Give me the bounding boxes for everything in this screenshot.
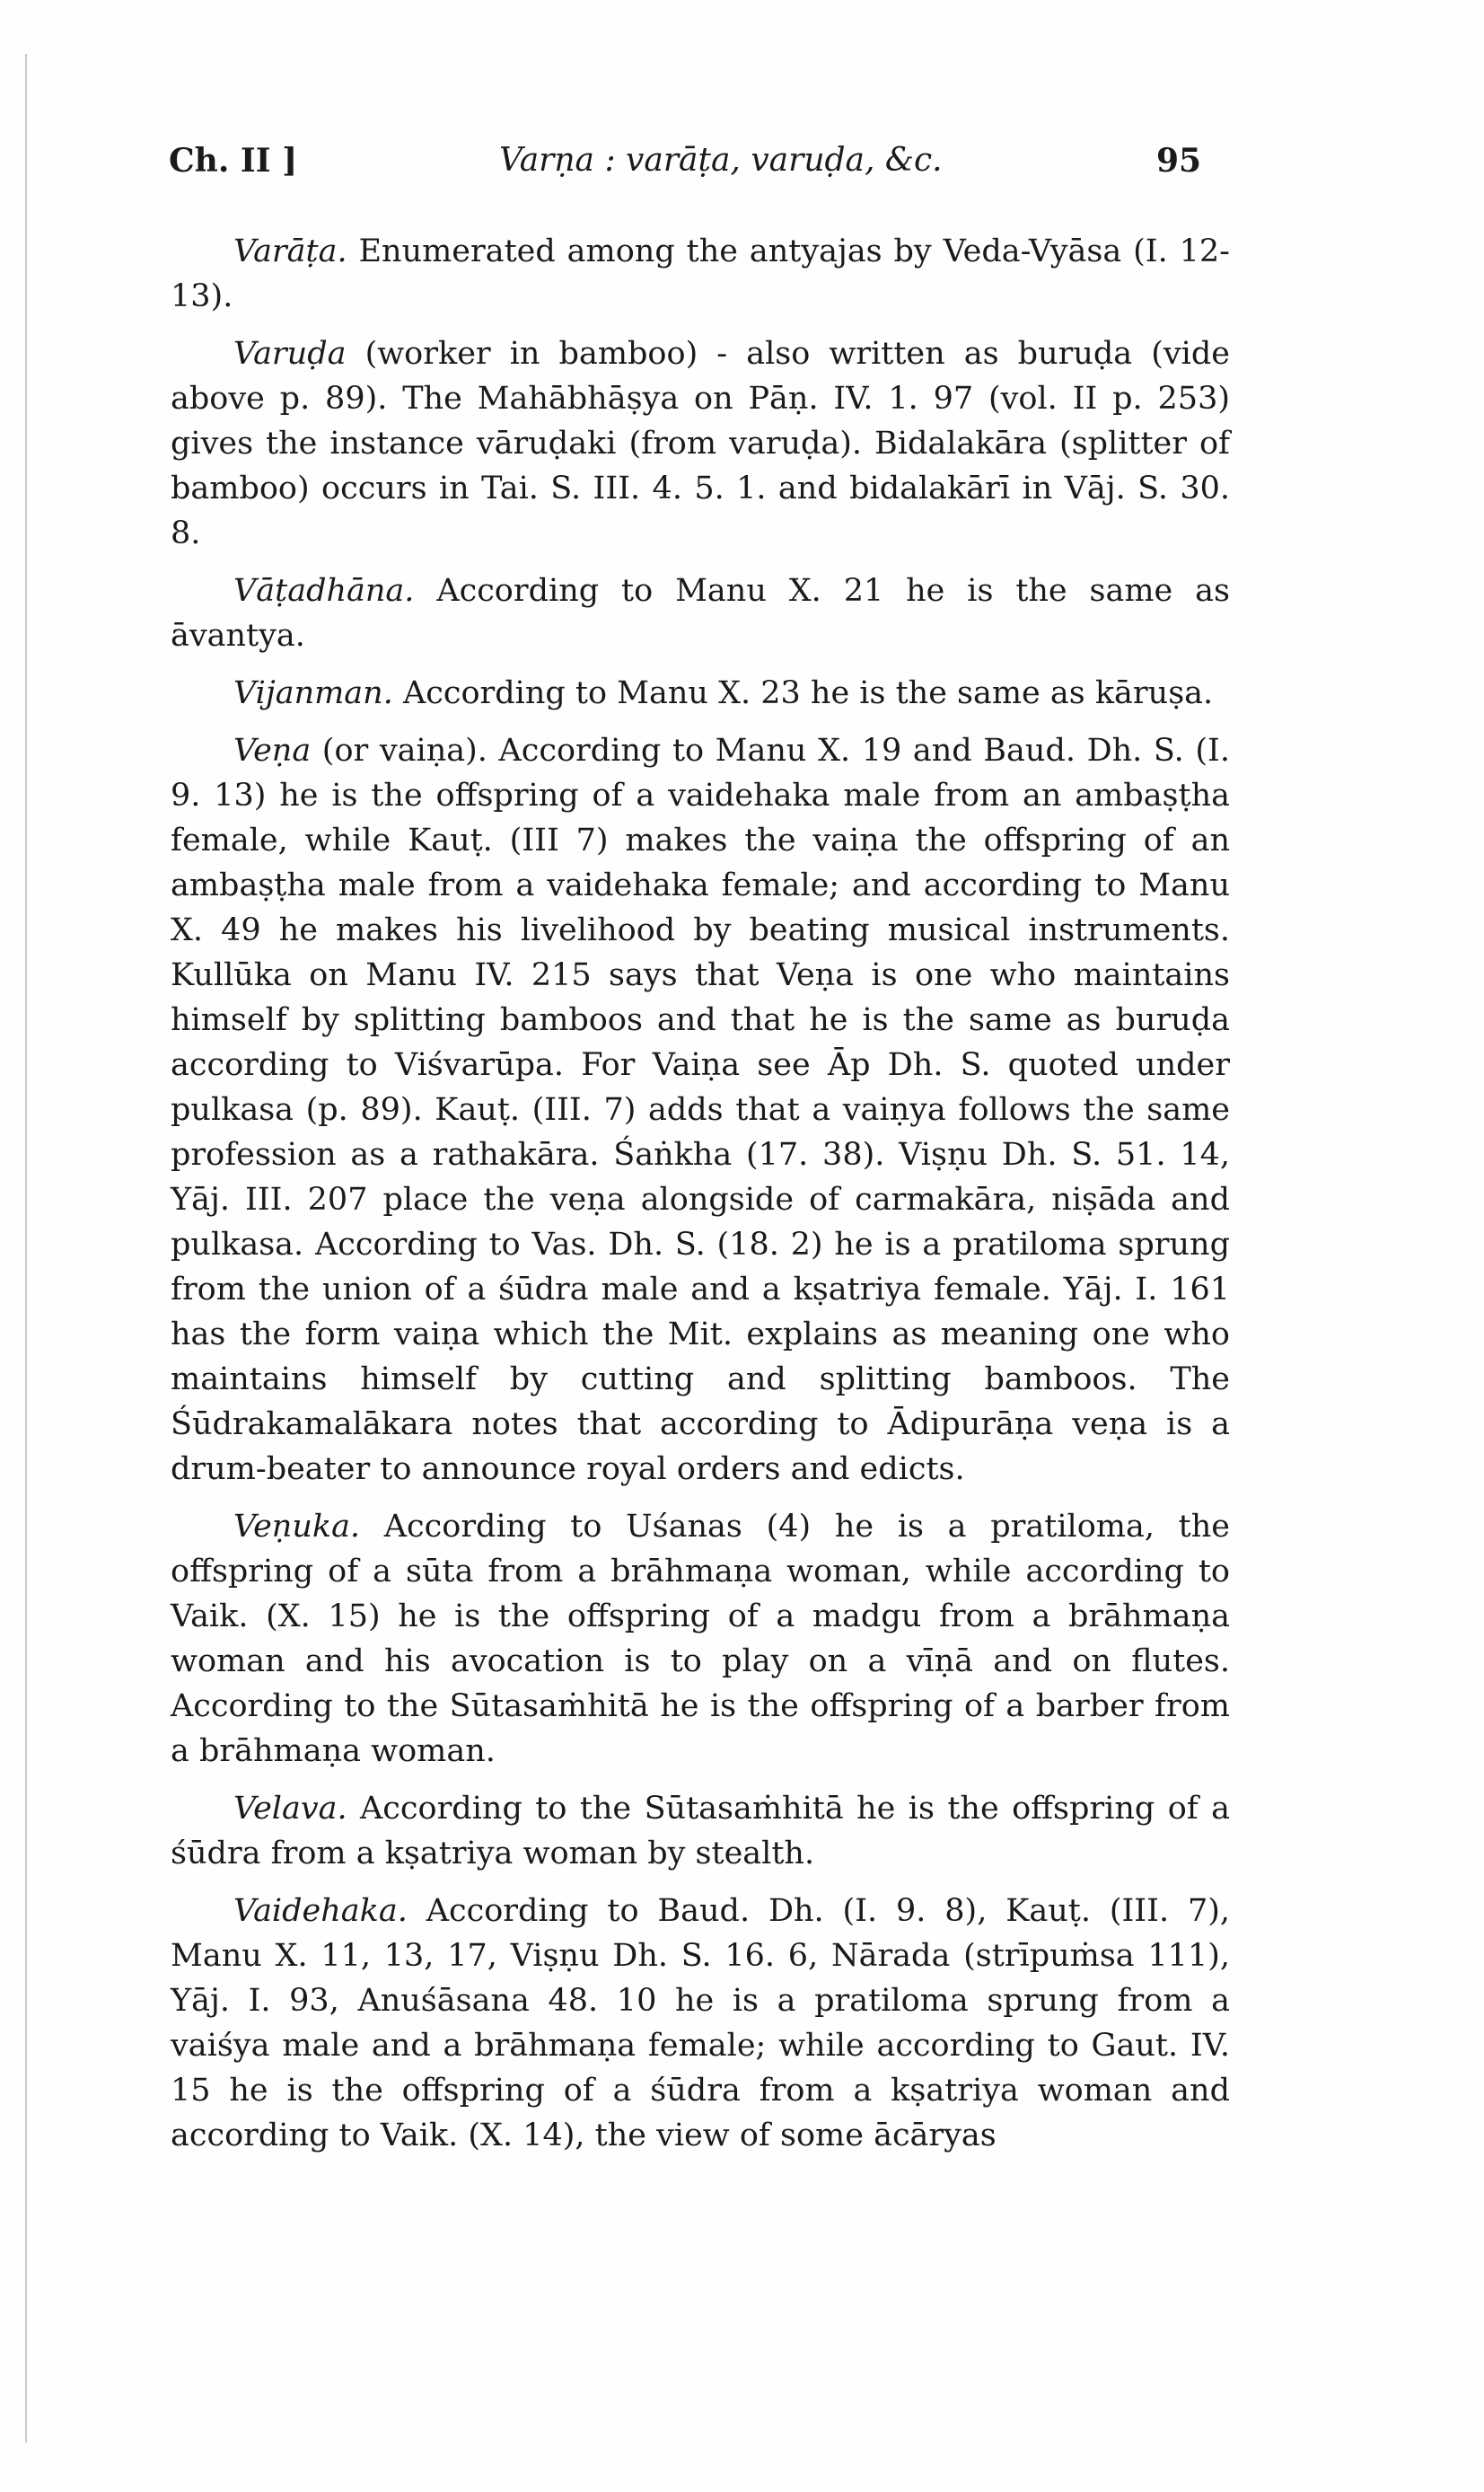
entry-term: Veṇa [233,733,312,769]
page-body [171,229,1230,2171]
entry-term: Varuḍa [233,336,347,372]
entry-text: According to the Sūtasaṁhitā he is the offspring of a śūdra from a kṣatriya woman by stealth. [171,1791,1230,1871]
entry-text: According to Manu X. 21 he is the same as āvantya. [171,573,1230,654]
entry-text: (worker in bamboo) - also written as buruḍa (vide above p. 89). The Mahābhāṣya on Pāṇ. IV. 1. 97 (vol. II p. 253) gives the instance vāruḍaki (from varuḍa). Bidalakāra (splitter of bamboo) occurs in Tai. S. III. 4. 5. 1. and bidalakārī in Vāj. S. 30. 8. [171,336,1230,551]
entry-term: Varāṭa. [233,233,347,269]
chapter-label: Ch. II ] [169,142,298,180]
entry-varata [171,229,1230,319]
entry-term: Velava. [233,1791,347,1827]
entry-text: (or vaiṇa). According to Manu X. 19 and Baud. Dh. S. (I. 9. 13) he is the offspring of a vaidehaka male from an ambaṣṭha female, while Kauṭ. (III 7) makes the vaiṇa the offspring of an ambaṣṭha male from a vaidehaka female; and according to Manu X. 49 he makes his livelihood by beating musical instruments. Kullūka on Manu IV. 215 says that Veṇa is one who maintains himself by splitting bamboos and that he is the same as buruḍa according to Viśvarūpa. For Vaiṇa see Āp Dh. S. quoted under pulkasa (p. 89). Kauṭ. (III. 7) adds that a vaiṇya follows the same profession as a rathakāra. Śaṅkha (17. 38). Viṣṇu Dh. S. 51. 14, Yāj. III. 207 place the veṇa alongside of carmakāra, niṣāda and pulkasa. According to Vas. Dh. S. (18. 2) he is a pratiloma sprung from the union of a śūdra male and a kṣatriya female. Yāj. I. 161 has the form vaiṇa which the Mit. explains as meaning one who maintains himself by cutting and splitting bamboos. The Śūdrakamalākara notes that according to Ādipurāṇa veṇa is a drum-beater to announce royal orders and edicts. [171,733,1230,1487]
running-header [169,142,1246,187]
entry-velava [171,1786,1230,1876]
running-title: Varṇa : varāṭa, varuḍa, &c. [499,142,943,179]
entry-varuda [171,331,1230,556]
entry-term: Vijanman. [233,675,393,711]
page-edge-rule [25,54,27,2443]
entry-text: According to Uśanas (4) he is a pratiloma, the offspring of a sūta from a brāhmaṇa woman, while according to Vaik. (X. 15) he is the offspring of a madgu from a brāhmaṇa woman and his avocation is to play on a vīṇā and on flutes. According to the Sūtasaṁhitā he is the offspring of a barber from a brāhmaṇa woman. [171,1509,1230,1769]
entry-text: According to Manu X. 23 he is the same as kāruṣa. [392,675,1214,711]
entry-vatadhana [171,568,1230,658]
entry-venuka [171,1504,1230,1774]
entry-vena [171,728,1230,1492]
entry-text: According to Baud. Dh. (I. 9. 8), Kauṭ. (III. 7), Manu X. 11, 13, 17, Viṣṇu Dh. S. 16. 6, Nārada (strīpuṁsa 111), Yāj. I. 93, Anuśāsana 48. 10 he is a pratiloma sprung from a vaiśya male and a brāhmaṇa female; while according to Gaut. IV. 15 he is the offspring of a śūdra from a kṣatriya woman and according to Vaik. (X. 14), the view of some ācāryas [171,1893,1230,2153]
entry-text: Enumerated among the antyajas by Veda-Vyāsa (I. 12-13). [171,233,1230,314]
page-number: 95 [1156,142,1202,180]
entry-vaidehaka [171,1889,1230,2158]
entry-term: Veṇuka. [233,1509,361,1545]
entry-term: Vāṭadhāna. [233,573,415,609]
entry-term: Vaidehaka. [233,1893,408,1929]
entry-vijanman [171,671,1230,716]
